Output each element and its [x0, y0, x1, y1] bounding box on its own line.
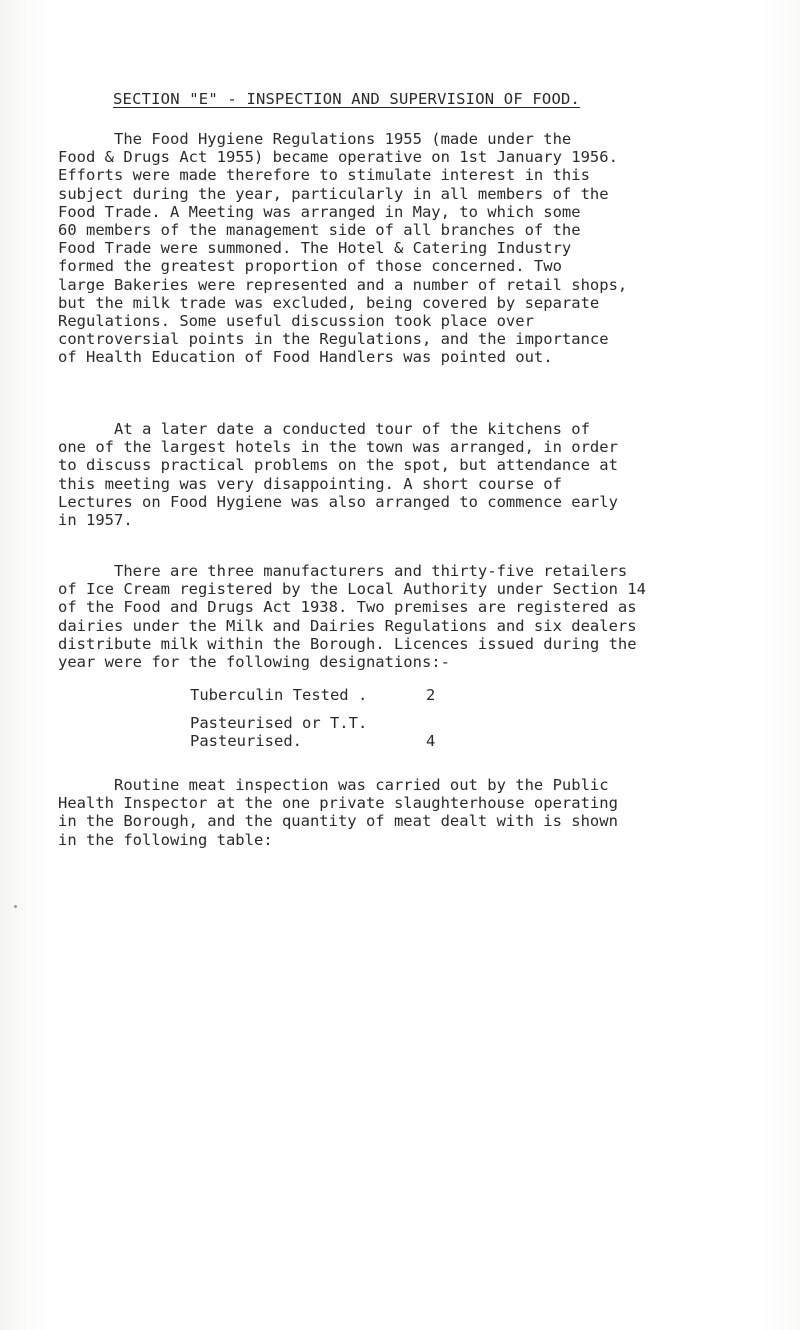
paragraph-food-hygiene-regulations: The Food Hygiene Regulations 1955 (made under the Food & Drugs Act 1955) became operative on 1st January 1956. Efforts were made therefore to stimulate interest in this subject during the year, particularly in all members of the Food Trade. A Meeting was arranged in May, to which some 60 members of the management side of all branches of the Food Trade were summoned. The Hotel & Catering Industry formed the greatest proportion of those concerned. Two large Bakeries were represented and a number of retail shops, but the milk trade was excluded, being covered by separate Regulations. Some useful discussion took place over controversial points in the Regulations, and the importance of Health Education of Food Handlers was pointed out.: [58, 130, 628, 367]
paragraph-ice-cream-milk: There are three manufacturers and thirty-five retailers of Ice Cream registered by the Local Authority under Section 14 of the Food and Drugs Act 1938. Two premises are registered as dairies under the Milk and Dairies Regulations and six dealers distribute milk within the Borough. Licences issued during the year were for the following designations:-: [58, 562, 646, 672]
designation-label: Tuberculin Tested .: [190, 686, 368, 704]
designation-label: Pasteurised.: [190, 732, 302, 750]
section-heading: SECTION "E" - INSPECTION AND SUPERVISION OF FOOD.: [113, 90, 581, 108]
paragraph-meat-inspection: Routine meat inspection was carried out by the Public Health Inspector at the one private slaughterhouse operating in the Borough, and the quantity of meat dealt with is shown in the following table:: [58, 776, 618, 849]
margin-dot: [14, 905, 17, 908]
designation-count: 4: [426, 732, 436, 750]
designation-label: Pasteurised or T.T.: [190, 714, 368, 732]
paragraph-conducted-tour: At a later date a conducted tour of the kitchens of one of the largest hotels in the town was arranged, in order to discuss practical problems on the spot, but attendance at this meeting was very disappointing. A short course of Lectures on Food Hygiene was also arranged to commence early in 1957.: [58, 420, 618, 530]
designation-count: 2: [426, 686, 436, 704]
